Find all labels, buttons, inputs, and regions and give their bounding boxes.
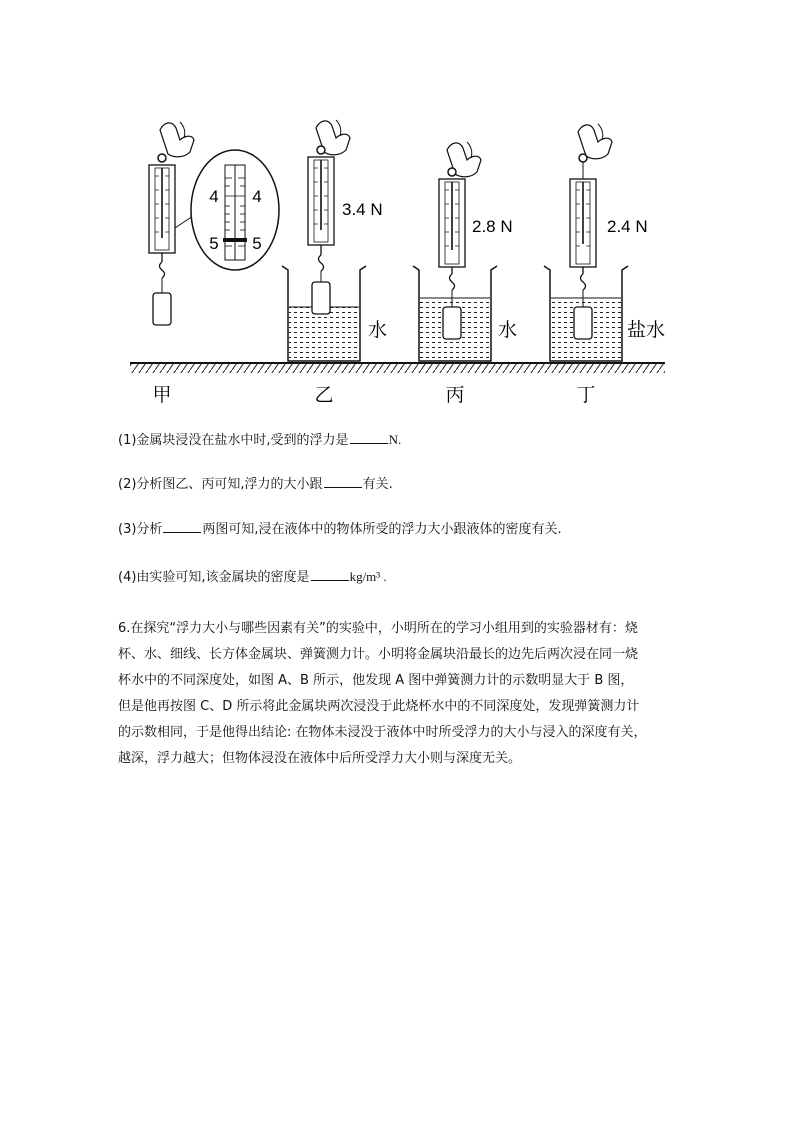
reading-ding: 2.4 N bbox=[607, 217, 648, 236]
question-4-text: (4)由实验可知,该金属块的密度是 bbox=[118, 570, 310, 585]
magnifier-label-4-right: 4 bbox=[252, 187, 262, 206]
answer-blank-1 bbox=[350, 431, 388, 444]
panel-bing bbox=[413, 142, 517, 361]
question-1-unit: N. bbox=[388, 432, 402, 447]
problem-6-line: 但是他再按图 C、D 所示将此金属块两次浸没于此烧杯水中的不同深度处，发现弹簧测力计 bbox=[118, 699, 640, 714]
answer-blank-4 bbox=[311, 568, 349, 581]
panel-ding bbox=[544, 124, 665, 361]
reading-bing: 2.8 N bbox=[472, 217, 513, 236]
question-1-text: (1)金属块浸没在盐水中时,受到的浮力是 bbox=[118, 433, 349, 448]
panel-label-jia: 甲 bbox=[152, 384, 172, 406]
panel-label-bing: 丙 bbox=[445, 384, 465, 406]
question-1 bbox=[118, 429, 401, 448]
question-2 bbox=[118, 473, 393, 492]
answer-blank-3 bbox=[163, 520, 201, 533]
question-3 bbox=[118, 518, 562, 537]
experiment-figure bbox=[120, 110, 680, 410]
problem-6-line: 的示数相同，于是他得出结论: 在物体未浸没于液体中时所受浮力的大小与浸入的深度有关， bbox=[118, 725, 647, 740]
liquid-label-yi: 水 bbox=[368, 319, 388, 341]
liquid-label-ding: 盐水 bbox=[627, 319, 666, 341]
magnifier-label-5-right: 5 bbox=[252, 234, 262, 253]
reading-yi: 3.4 N bbox=[342, 200, 383, 219]
problem-6-line: 杯水中的不同深度处，如图 A、B 所示，他发现 A 图中弹簧测力计的示数明显大于 B 图， bbox=[118, 673, 634, 688]
problem-6-line: 越深，浮力越大；但物体浸没在液体中后所受浮力大小则与深度无关。 bbox=[118, 751, 522, 766]
magnifier-label-5-left: 5 bbox=[209, 234, 219, 253]
question-4 bbox=[118, 566, 387, 585]
panel-yi bbox=[282, 120, 387, 361]
question-2-tail: 有关. bbox=[362, 477, 393, 492]
panel-label-ding: 丁 bbox=[576, 384, 596, 406]
ground bbox=[130, 363, 665, 373]
question-2-text: (2)分析图乙、丙可知,浮力的大小跟 bbox=[118, 477, 323, 492]
problem-6-line: 杯、水、细线、长方体金属块、弹簧测力计。小明将金属块沿最长的边先后两次浸在同一烧 bbox=[118, 647, 639, 662]
question-3-text: (3)分析 bbox=[118, 522, 163, 537]
magnifier-label-4-left: 4 bbox=[209, 187, 219, 206]
liquid-label-bing: 水 bbox=[498, 319, 518, 341]
answer-blank-2 bbox=[324, 475, 362, 488]
question-3-tail: 两图可知,浸在液体中的物体所受的浮力大小跟液体的密度有关. bbox=[202, 522, 562, 537]
problem-6 bbox=[118, 616, 683, 772]
problem-6-line: 6.在探究“浮力大小与哪些因素有关”的实验中，小明所在的学习小组用到的实验器材有：烧 bbox=[118, 621, 638, 636]
question-4-unit: kg/m³ . bbox=[349, 569, 387, 584]
panel-jia bbox=[149, 122, 279, 325]
panel-label-yi: 乙 bbox=[314, 384, 334, 406]
